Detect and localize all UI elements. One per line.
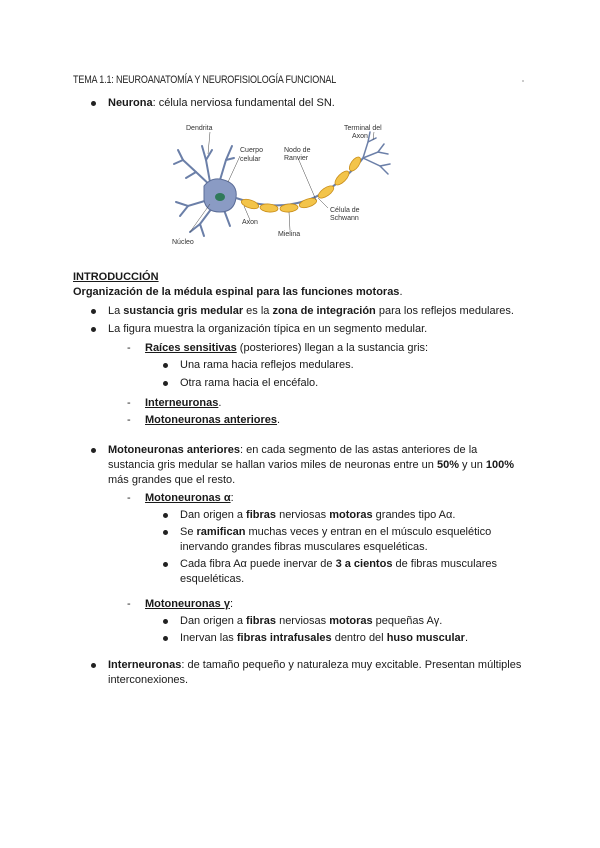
- moto-line-3: [108, 473, 235, 488]
- label-mielina: Mielina: [278, 231, 301, 238]
- interneuronas-item: [145, 396, 221, 411]
- label-schwann-1: Célula de: [330, 207, 360, 214]
- motoneuronas-end: .: [277, 414, 281, 426]
- interneuronas-bullet: [108, 658, 521, 673]
- alpha-end: :: [230, 492, 234, 504]
- interneuronas-end: .: [218, 397, 222, 409]
- alpha-s3-b: 3 a cientos: [335, 558, 393, 570]
- intro-bullet-2: [108, 322, 427, 337]
- alpha-s2-line2: inervando grandes fibras musculares esqueléticas.: [180, 541, 428, 553]
- raices-sub1-text: Una rama hacia reflejos medulares.: [180, 359, 354, 371]
- moto-line2-mid: y un: [458, 459, 486, 471]
- alpha-sub-3: [180, 557, 497, 572]
- gamma-item: [145, 597, 233, 612]
- interneuronas-line-2: [108, 673, 188, 688]
- gamma-term: Motoneuronas γ: [145, 598, 230, 610]
- raices-sub-1: [180, 358, 354, 373]
- moto-line2-b2: 100%: [485, 459, 515, 471]
- label-cuerpo-1: Cuerpo: [240, 147, 263, 154]
- label-cuerpo-2: celular: [240, 156, 261, 163]
- alpha-s1-post: grandes tipo Aα.: [372, 509, 456, 521]
- gamma-s1-pre: Dan origen a: [180, 615, 247, 627]
- label-schwann-2: Schwann: [330, 215, 359, 222]
- alpha-item: [145, 491, 234, 506]
- gamma-end: :: [229, 598, 234, 610]
- label-axon: Axon: [242, 219, 258, 226]
- label-nodo-2: Ranvier: [284, 155, 309, 162]
- motoneuronas-term: Motoneuronas anteriores: [145, 414, 278, 426]
- neuron-diagram: [168, 120, 398, 250]
- interneuronas-line2: interconexiones.: [108, 674, 189, 686]
- gamma-sub-1: [180, 614, 442, 629]
- label-terminal-1: Terminal del: [344, 125, 382, 132]
- alpha-sub-2: [180, 525, 491, 540]
- gamma-s1-b2: motoras: [329, 615, 373, 627]
- interneuronas-term: Interneuronas: [145, 397, 219, 409]
- label-terminal-2: Axon: [352, 133, 368, 140]
- gamma-s1-mid: nerviosas: [276, 615, 330, 627]
- alpha-term: Motoneuronas α: [145, 492, 231, 504]
- intro-b2: La figura muestra la organización típica en un segmento medular.: [108, 323, 428, 335]
- gamma-s2-b2: huso muscular: [386, 632, 465, 644]
- neurona-text: : célula nerviosa fundamental del SN.: [152, 97, 335, 109]
- label-nucleo: Núcleo: [172, 239, 194, 246]
- intro-bullet-1: [108, 304, 514, 319]
- alpha-s1-pre: Dan origen a: [180, 509, 247, 521]
- interneuronas-bullet-term: Interneuronas: [108, 659, 182, 671]
- gamma-s2-post: .: [464, 632, 468, 644]
- alpha-s1-b2: motoras: [329, 509, 373, 521]
- label-dendrita: Dendrita: [186, 125, 213, 132]
- moto-line-2: [108, 458, 514, 473]
- intro-b1-pre: La: [108, 305, 124, 317]
- gamma-s2-b1: fibras intrafusales: [236, 632, 332, 644]
- intro-b1-mid: es la: [243, 305, 273, 317]
- label-nodo-1: Nodo de: [284, 147, 311, 154]
- moto-bullet: [108, 443, 477, 458]
- neurona-bullet: [108, 96, 335, 111]
- motoneuronas-item: [145, 413, 280, 428]
- gamma-s2-pre: Inervan las: [180, 632, 237, 644]
- alpha-s3-pre: Cada fibra Aα puede inervar de: [180, 558, 336, 570]
- gamma-s1-post: pequeñas Aγ.: [372, 615, 443, 627]
- raices-term: Raíces sensitivas: [145, 342, 237, 354]
- moto-line2-b1: 50%: [436, 459, 459, 471]
- moto-line2-pre: sustancia gris medular se hallan varios miles de neuronas entre un: [108, 459, 437, 471]
- intro-heading: INTRODUCCIÓN: [73, 271, 159, 283]
- intro-subheading-end: .: [399, 286, 403, 298]
- intro-b1-bold1: sustancia gris medular: [123, 305, 244, 317]
- raices-item: [145, 341, 428, 356]
- gamma-s2-mid: dentro del: [331, 632, 387, 644]
- moto-line3: más grandes que el resto.: [108, 474, 236, 486]
- alpha-sub-3-line2: [180, 572, 244, 587]
- intro-heading-line: [73, 270, 159, 285]
- intro-subheading: Organización de la médula espinal para las funciones motoras: [73, 286, 400, 298]
- alpha-sub-2-line2: [180, 540, 428, 555]
- neurona-term: Neurona: [108, 97, 153, 109]
- raices-sub-2: [180, 376, 318, 391]
- gamma-sub-2: [180, 631, 468, 646]
- alpha-s1-mid: nerviosas: [276, 509, 330, 521]
- alpha-s2-pre: Se: [180, 526, 197, 538]
- alpha-s3-line2: esqueléticas.: [180, 573, 245, 585]
- raices-text: (posteriores) llegan a la sustancia gris:: [236, 342, 429, 354]
- intro-b1-post: para los reflejos medulares.: [375, 305, 514, 317]
- intro-b1-bold2: zona de integración: [272, 305, 376, 317]
- page-title: TEMA 1.1: NEUROANATOMÍA Y NEUROFISIOLOGÍA FUNCIONAL: [73, 74, 337, 86]
- gamma-s1-b1: fibras: [246, 615, 277, 627]
- decorative-dot: [522, 80, 524, 82]
- moto-line1: : en cada segmento de las astas anteriores de la: [240, 444, 478, 456]
- moto-term: Motoneuronas anteriores: [108, 444, 241, 456]
- alpha-sub-1: [180, 508, 455, 523]
- alpha-s2-b: ramifican: [196, 526, 246, 538]
- alpha-s3-post: de fibras musculares: [392, 558, 497, 570]
- alpha-s1-b1: fibras: [246, 509, 277, 521]
- intro-subheading-line: [73, 285, 403, 300]
- interneuronas-line1: : de tamaño pequeño y naturaleza muy excitable. Presentan múltiples: [181, 659, 522, 671]
- nucleus: [215, 193, 225, 201]
- raices-sub2-text: Otra rama hacia el encéfalo.: [180, 377, 319, 389]
- alpha-s2-post: muchas veces y entran en el músculo esquelético: [245, 526, 492, 538]
